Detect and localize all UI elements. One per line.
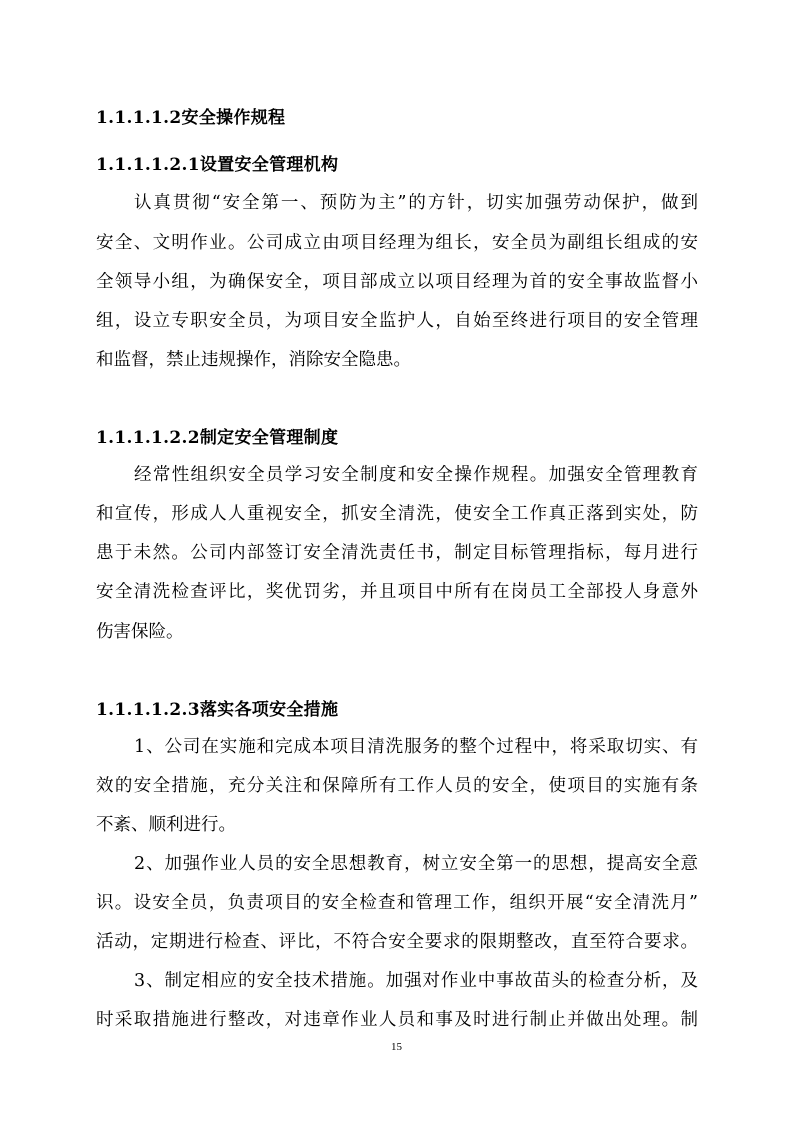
paragraph-line: 效的安全措施，充分关注和保障所有工作人员的安全，使项目的实施有条: [96, 776, 698, 796]
paragraph-line: 患于未然。公司内部签订安全清洗责任书，制定目标管理指标，每月进行: [96, 543, 698, 563]
section-heading-safety-measures: 1.1.1.1.2.3落实各项安全措施: [96, 700, 339, 720]
paragraph-line: 1、公司在实施和完成本项目清洗服务的整个过程中，将采取切实、有: [134, 737, 698, 757]
paragraph-line: 安全、文明作业。公司成立由项目经理为组长，安全员为副组长组成的安: [96, 233, 698, 253]
paragraph-line: 组，设立专职安全员，为项目安全监护人，自始至终进行项目的安全管理: [96, 311, 698, 331]
paragraph-line: 伤害保险。: [96, 622, 184, 642]
paragraph-line: 不紊、顺利进行。: [96, 815, 236, 835]
section-heading-safety-rules: 1.1.1.1.2.2制定安全管理制度: [96, 428, 339, 448]
paragraph-line: 和监督，禁止违规操作，消除安全隐患。: [96, 350, 411, 370]
paragraph-line: 2、加强作业人员的安全思想教育，树立安全第一的思想，提高安全意: [134, 854, 698, 874]
paragraph-line: 认真贯彻“安全第一、预防为主”的方针，切实加强劳动保护，做到: [134, 193, 698, 213]
section-heading-safety-organization: 1.1.1.1.2.1设置安全管理机构: [96, 155, 339, 175]
paragraph-line: 和宣传，形成人人重视安全，抓安全清洗，使安全工作真正落到实处，防: [96, 504, 698, 524]
paragraph-line: 经常性组织安全员学习安全制度和安全操作规程。加强安全管理教育: [134, 465, 698, 485]
paragraph-line: 全领导小组，为确保安全，项目部成立以项目经理为首的安全事故监督小: [96, 272, 698, 292]
section-heading-safety-procedures: 1.1.1.1.2安全操作规程: [96, 108, 286, 128]
paragraph-line: 3、制定相应的安全技术措施。加强对作业中事故苗头的检查分析，及: [134, 971, 698, 991]
paragraph-line: 识。设安全员，负责项目的安全检查和管理工作，组织开展“安全清洗月”: [96, 893, 698, 913]
paragraph-line: 活动，定期进行检查、评比，不符合安全要求的限期整改，直至符合要求。: [96, 932, 698, 952]
paragraph-line: 时采取措施进行整改，对违章作业人员和事及时进行制止并做出处理。制: [96, 1010, 698, 1030]
page-number: 15: [391, 1041, 402, 1053]
paragraph-line: 安全清洗检查评比，奖优罚劣，并且项目中所有在岗员工全部投人身意外: [96, 582, 698, 602]
